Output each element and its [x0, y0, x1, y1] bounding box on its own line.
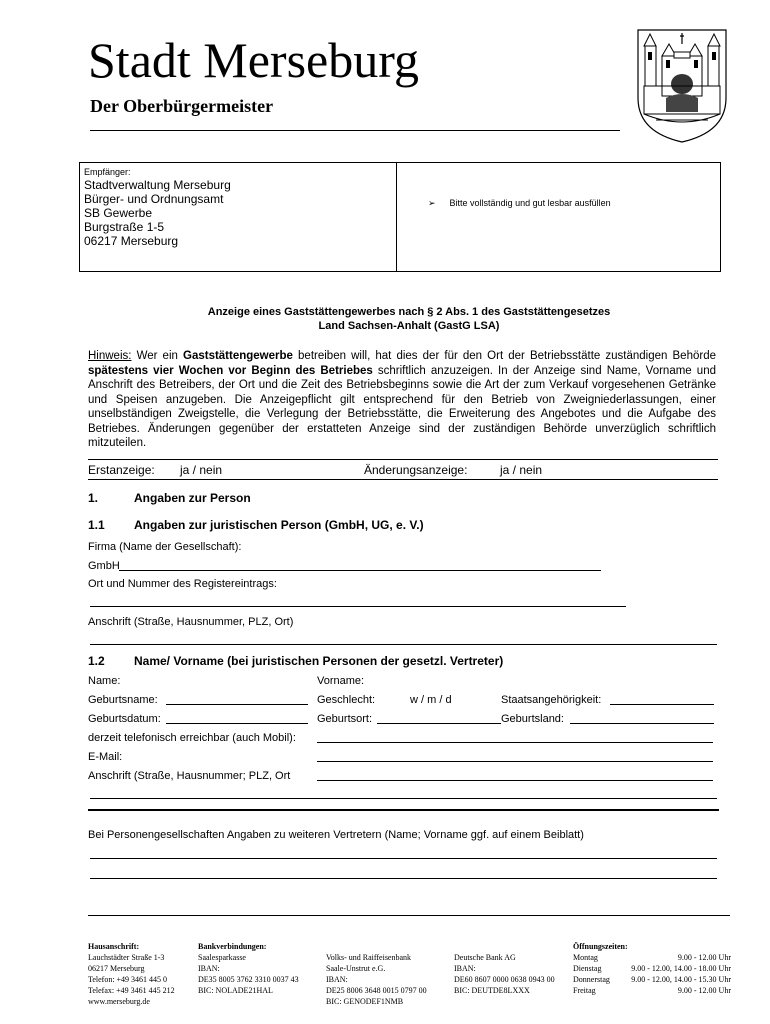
birth-place-label: Geburtsort: — [317, 713, 373, 725]
birth-name-field[interactable] — [166, 704, 308, 705]
hint-paragraph — [88, 349, 716, 451]
company-address-label: Anschrift (Straße, Hausnummer, PLZ, Ort) — [88, 616, 294, 628]
footer-line: IBAN: — [198, 964, 220, 973]
footer-time: 9.00 - 12.00, 14.00 - 18.00 Uhr — [631, 964, 731, 973]
birth-country-label: Geburtsland: — [501, 713, 564, 725]
report-type-row — [88, 459, 718, 480]
footer-address — [88, 941, 175, 1007]
partnership-field-2[interactable] — [90, 878, 717, 879]
header-divider — [90, 130, 620, 131]
footer-line: IBAN: — [454, 964, 476, 973]
footer-line: IBAN: — [326, 975, 348, 984]
hint-bold: Gaststättengewerbe — [183, 350, 293, 362]
footer-line: DE25 8006 3648 0015 0797 00 — [326, 986, 427, 995]
recipient-line: Burgstraße 1-5 — [84, 220, 165, 234]
gender-options[interactable]: w / m / d — [410, 694, 452, 706]
email-label: E-Mail: — [88, 751, 123, 763]
birth-date-field[interactable] — [166, 723, 308, 724]
birth-name-label: Geburtsname: — [88, 694, 158, 706]
form-heading-line2: Land Sachsen-Anhalt (GastG LSA) — [318, 320, 500, 332]
recipient-line: 06217 Merseburg — [84, 234, 179, 248]
birth-date-label: Geburtsdatum: — [88, 713, 161, 725]
recipient-label: Empfänger: — [84, 167, 131, 177]
section-1-2-title: Name/ Vorname (bei juristischen Personen der gesetzl. Vertreter) — [134, 654, 504, 668]
company-name-field[interactable] — [119, 570, 601, 571]
form-heading-line1: Anzeige eines Gaststättengewerbes nach § 2 Abs. 1 des Gaststättengesetzes — [207, 306, 611, 318]
register-field[interactable] — [90, 606, 626, 607]
change-report-label: Änderungsanzeige: — [364, 463, 468, 477]
section-divider — [88, 809, 719, 811]
hint-text: Wer ein — [131, 350, 183, 362]
partnership-label: Bei Personengesellschaften Angaben zu weiteren Vertretern (Name; Vorname ggf. auf einem Beiblatt) — [88, 829, 584, 841]
recipient-line: Bürger- und Ordnungsamt — [84, 192, 224, 206]
footer-day: Donnerstag — [573, 975, 610, 984]
footer-bank-3 — [454, 952, 555, 996]
phone-field[interactable] — [317, 742, 713, 743]
hint-bold: spätestens vier Wochen vor Beginn des Betriebes — [88, 364, 373, 377]
page-subtitle: Der Oberbürgermeister — [90, 96, 274, 116]
email-field[interactable] — [317, 761, 713, 762]
arrow-bullet-icon: ➢ — [428, 198, 436, 208]
gmbh-label: GmbH — [88, 560, 120, 572]
fill-note — [428, 198, 611, 209]
footer-line: DE60 8607 0000 0638 0943 00 — [454, 975, 555, 984]
footer-bank-1 — [198, 941, 299, 996]
first-name-label: Vorname: — [317, 675, 365, 687]
section-1-title: Angaben zur Person — [134, 491, 251, 505]
company-name-label: Firma (Name der Gesellschaft): — [88, 541, 242, 553]
coat-of-arms-icon — [636, 28, 728, 144]
section-1-1-number: 1.1 — [88, 518, 105, 532]
footer-line: Saalesparkasse — [198, 953, 246, 962]
footer-hours — [573, 941, 731, 996]
footer-line: Volks- und Raiffeisenbank — [326, 953, 412, 962]
footer-address-head: Hausanschrift: — [88, 942, 140, 951]
section-1-1-title: Angaben zur juristischen Person (GmbH, UG, e. V.) — [134, 518, 424, 532]
footer-bank-2 — [326, 952, 427, 1007]
hint-label: Hinweis: — [88, 350, 132, 362]
footer-line: BIC: DEUTDE8LXXX — [454, 986, 530, 995]
footer-bank-head: Bankverbindungen: — [198, 942, 267, 951]
partnership-field-1[interactable] — [90, 858, 717, 859]
footer-time: 9.00 - 12.00 Uhr — [677, 953, 731, 962]
footer-day: Freitag — [573, 986, 596, 995]
footer-line: BIC: NOLADE21HAL — [198, 986, 273, 995]
footer-line: Telefax: +49 3461 445 212 — [88, 986, 175, 995]
page-title: Stadt Merseburg — [88, 32, 419, 88]
footer-line: Lauchstädter Straße 1-3 — [88, 953, 165, 962]
footer-divider — [88, 915, 730, 916]
first-report-choice[interactable]: ja / nein — [180, 463, 223, 477]
footer-day: Montag — [573, 953, 598, 962]
form-heading — [79, 305, 739, 333]
nationality-label: Staatsangehörigkeit: — [501, 694, 602, 706]
name-label: Name: — [88, 675, 121, 687]
footer-time: 9.00 - 12.00, 14.00 - 15.30 Uhr — [631, 975, 731, 984]
footer-website-link[interactable]: www.merseburg.de — [88, 997, 150, 1006]
nationality-field[interactable] — [610, 704, 714, 705]
phone-label: derzeit telefonisch erreichbar (auch Mobil): — [88, 732, 296, 744]
footer-line: Deutsche Bank AG — [454, 953, 516, 962]
birth-country-field[interactable] — [570, 723, 714, 724]
recipient-box — [79, 162, 721, 272]
footer-hours-head: Öffnungszeiten: — [573, 942, 628, 951]
birth-place-field[interactable] — [377, 723, 501, 724]
person-address-field-2[interactable] — [90, 798, 717, 799]
gender-label: Geschlecht: — [317, 694, 376, 706]
change-report-choice[interactable]: ja / nein — [500, 463, 543, 477]
section-1-2-number: 1.2 — [88, 654, 105, 668]
footer-day: Dienstag — [573, 964, 602, 973]
person-address-field[interactable] — [317, 780, 713, 781]
footer-line: Saale-Unstrut e.G. — [326, 964, 386, 973]
footer-line: Telefon: +49 3461 445 0 — [88, 975, 168, 984]
recipient-line: SB Gewerbe — [84, 206, 153, 220]
footer-time: 9.00 - 12.00 Uhr — [677, 986, 731, 995]
recipient-line: Stadtverwaltung Merseburg — [84, 178, 231, 192]
hint-text: schriftlich anzuzeigen. In der Anzeige sind Name, Vorname und Anschrift des Betreibers, der Ort und die Zeit des Betriebsbeginns sowie die Art der zum Verkauf vorgesehenen Getränke und Speisen anzugeben. Die Anzeigepflicht gilt entsprechend für den Betrieb von Zweigniederlassungen, einer unselbständigen Zweigstelle, die Verlegung der Betriebsstätte, die Erweiterung des Angebotes und die Aufgabe des Betriebes. Änderungen gegenüber der erstatteten Anzeige sind der zuständigen Behörde unverzüglich schriftlich mitzuteilen. — [88, 364, 716, 449]
first-report-label: Erstanzeige: — [88, 463, 155, 477]
footer-line: DE35 8005 3762 3310 0037 43 — [198, 975, 299, 984]
footer-line: BIC: GENODEF1NMB — [326, 997, 404, 1006]
company-address-field[interactable] — [90, 644, 717, 645]
person-address-label: Anschrift (Straße, Hausnummer; PLZ, Ort — [88, 770, 291, 782]
section-1-number: 1. — [88, 491, 99, 505]
fill-note-text: Bitte vollständig und gut lesbar ausfüllen — [449, 198, 611, 208]
footer-line: 06217 Merseburg — [88, 964, 145, 973]
register-label: Ort und Nummer des Registereintrags: — [88, 578, 277, 590]
hint-text: betreiben will, hat dies der für den Ort der Betriebsstätte zuständigen Behörde — [292, 350, 716, 362]
